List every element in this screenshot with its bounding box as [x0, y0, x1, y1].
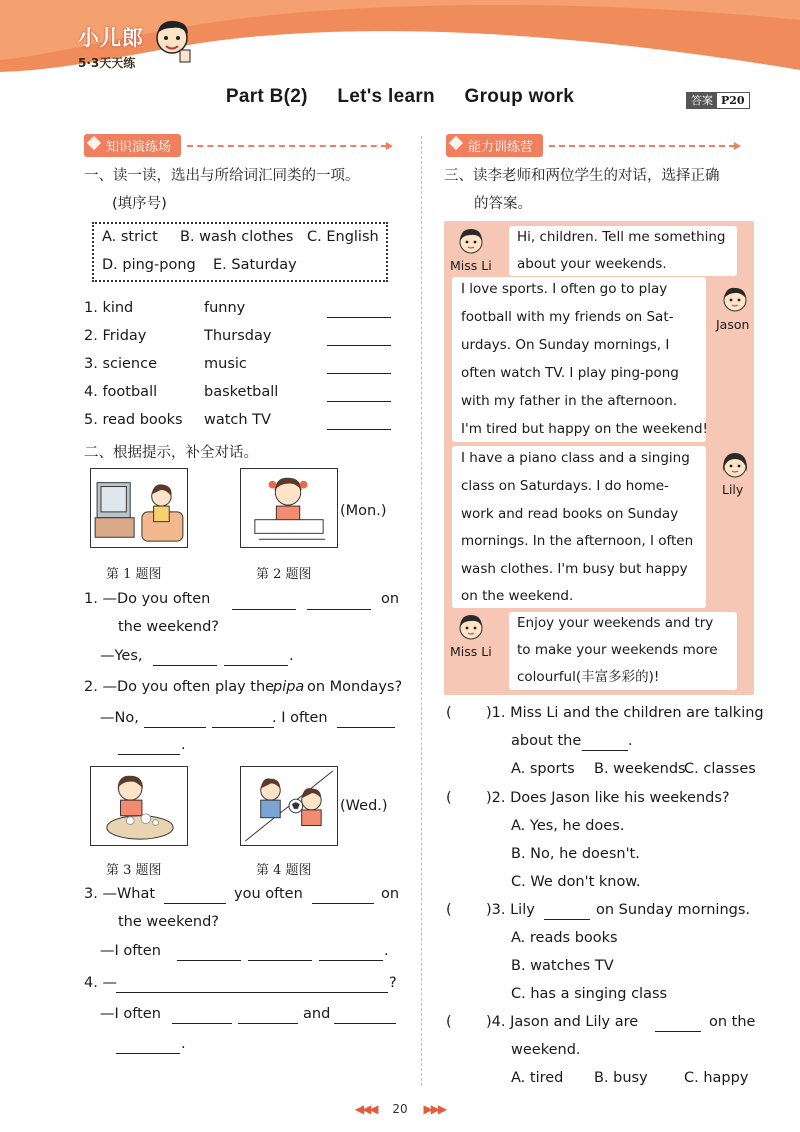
caption-2: 第 2 题图 [256, 567, 312, 582]
d1-question-c: the weekend? [118, 619, 219, 635]
bubble2-line5: with my father in the afternoon. [461, 393, 678, 409]
bubble2-line4: often watch TV. I play ping-pong [461, 365, 679, 381]
d1-answer-blank-2[interactable] [224, 652, 288, 666]
d4-answer-blank-3[interactable] [334, 1010, 396, 1024]
bubble1-line1: Hi, children. Tell me something [517, 229, 726, 245]
q1-option-a[interactable]: A. sports [511, 761, 575, 777]
bubble3-line3: work and read books on Sunday [461, 506, 679, 522]
q3-title-2: 的答案。 [474, 196, 532, 212]
d4-answer-blank-1[interactable] [172, 1010, 232, 1024]
d2-blank-2[interactable] [212, 714, 274, 728]
q3-text-b: on Sunday mornings. [596, 902, 751, 918]
bubble4-line3: colourful(丰富多彩的)! [517, 669, 660, 685]
page-footer [0, 1102, 800, 1116]
option-c: C. English [307, 229, 379, 245]
section-tag-right [446, 134, 735, 157]
d3-answer-end: . [384, 943, 389, 959]
d3-answer-blank-2[interactable] [248, 947, 312, 961]
bubble3-line5: wash clothes. I'm busy but happy [461, 561, 688, 577]
picture-wash-clothes [90, 766, 188, 846]
d4-answer-and: and [303, 1006, 331, 1022]
pic4-day: (Wed.) [340, 798, 388, 814]
d4-answer-blank-2[interactable] [238, 1010, 298, 1024]
d2-answer-a: —No, [100, 710, 139, 726]
d1-blank-1[interactable] [232, 596, 296, 610]
pair2-blank[interactable] [327, 332, 391, 346]
d2-question-b: on Mondays? [307, 679, 403, 695]
q1-paren[interactable]: ( [446, 705, 452, 721]
d4-answer-a: —I often [100, 1006, 161, 1022]
d4-answer-blank-4[interactable] [116, 1040, 180, 1054]
section-tag-right-label: 能力训练营 [446, 134, 543, 157]
q3-blank[interactable] [544, 906, 590, 920]
d1-question-a: 1. —Do you often [84, 591, 211, 607]
d1-answer-end: . [289, 648, 294, 664]
bubble2-line3: urdays. On Sunday mornings, I [461, 337, 670, 353]
q3-option-b[interactable]: B. watches TV [511, 958, 614, 974]
pair1-b: funny [204, 300, 246, 316]
d4-answer-end: . [181, 1036, 186, 1052]
title-learn: Let's learn [337, 86, 435, 107]
q4-paren[interactable]: ( [446, 1014, 452, 1030]
q4-text-c: weekend. [511, 1042, 581, 1058]
d3-question-d: the weekend? [118, 914, 219, 930]
q2-option-a[interactable]: A. Yes, he does. [511, 818, 625, 834]
pair1-blank[interactable] [327, 304, 391, 318]
q2-option-b[interactable]: B. No, he doesn't. [511, 846, 640, 862]
bubble4-line2: to make your weekends more [517, 642, 718, 658]
pair5-b: watch TV [204, 412, 271, 428]
q4-option-b[interactable]: B. busy [594, 1070, 648, 1086]
brand-sub: 5·3天天练 [78, 56, 136, 70]
q2-text: )2. Does Jason like his weekends? [486, 790, 730, 806]
d1-answer: —Yes, [100, 648, 143, 664]
jason-avatar-icon [720, 284, 750, 314]
d3-question-c: on [381, 886, 400, 902]
picture-homework [240, 468, 338, 548]
d2-blank-3[interactable] [337, 714, 395, 728]
bubble1-line2: about your weekends. [517, 256, 667, 272]
q1-option-c[interactable]: C. classes [684, 761, 756, 777]
q1-blank[interactable] [582, 737, 628, 751]
section-dash-left [187, 145, 387, 147]
d1-blank-2[interactable] [307, 596, 371, 610]
d4-question-end: ? [389, 975, 397, 991]
brand-logo [78, 22, 144, 71]
q1-text-b: about the [511, 733, 582, 749]
d2-answer-b: . I often [272, 710, 328, 726]
d3-answer: —I often [100, 943, 161, 959]
pair3-blank[interactable] [327, 360, 391, 374]
q3-title-1: 三、读李老师和两位学生的对话，选择正确 [444, 168, 720, 184]
answer-tag [686, 92, 750, 109]
section-tag-left [84, 134, 387, 157]
pair4-b: basketball [204, 384, 279, 400]
bubble3-line2: class on Saturdays. I do home- [461, 478, 669, 494]
bubble2-line6: I'm tired but happy on the weekend! [461, 421, 708, 437]
d2-answer-end: . [181, 737, 186, 753]
pair3-b: music [204, 356, 247, 372]
d3-question-b: you often [234, 886, 303, 902]
q3-option-a[interactable]: A. reads books [511, 930, 618, 946]
d1-answer-blank-1[interactable] [153, 652, 217, 666]
q4-text-b: on the [709, 1014, 756, 1030]
q4-text-a: )4. Jason and Lily are [486, 1014, 639, 1030]
d3-answer-blank-3[interactable] [319, 947, 383, 961]
missli-avatar-icon [456, 226, 486, 256]
bubble3-line6: on the weekend. [461, 588, 574, 604]
d2-question-a: 2. —Do you often play the [84, 679, 275, 695]
brand-name: 小儿郎 [78, 26, 144, 50]
option-e: E. Saturday [213, 257, 297, 273]
d4-question: 4. — [84, 975, 117, 991]
q3-paren[interactable]: ( [446, 902, 452, 918]
q1-text-end: . [628, 733, 633, 749]
q1-option-b[interactable]: B. weekends [594, 761, 686, 777]
bubble3-line1: I have a piano class and a singing [461, 450, 690, 466]
arrows-left-icon: ◀◀◀ [354, 1102, 377, 1116]
title-group: Group work [464, 86, 575, 107]
pair5-a: 5. read books [84, 412, 183, 428]
q4-blank[interactable] [655, 1018, 701, 1032]
d4-question-blank[interactable] [116, 979, 388, 993]
speaker-missli-1: Miss Li [450, 258, 492, 273]
bubble4-line1: Enjoy your weekends and try [517, 615, 714, 631]
q1-title: 一、读一读，选出与所给词汇同类的一项。 [84, 168, 360, 184]
caption-4: 第 4 题图 [256, 863, 312, 878]
page-number: 20 [392, 1102, 408, 1116]
pair4-blank[interactable] [327, 388, 391, 402]
picture-watch-tv [90, 468, 188, 548]
missli-avatar-icon-2 [456, 612, 486, 642]
d2-blank-1[interactable] [144, 714, 206, 728]
d3-question-a: 3. —What [84, 886, 156, 902]
lily-avatar-icon [720, 450, 750, 480]
pair2-a: 2. Friday [84, 328, 147, 344]
d2-blank-4[interactable] [118, 741, 180, 755]
column-divider [421, 136, 422, 1086]
mascot-icon [152, 16, 194, 66]
q2-option-c[interactable]: C. We don't know. [511, 874, 641, 890]
q2-title: 二、根据提示，补全对话。 [84, 445, 258, 461]
pair1-a: 1. kind [84, 300, 134, 316]
bubble2-line1: I love sports. I often go to play [461, 281, 668, 297]
q1-note: (填序号) [112, 196, 167, 212]
q4-option-a[interactable]: A. tired [511, 1070, 564, 1086]
section-tag-left-label: 知识演练场 [84, 134, 181, 157]
answer-label: 答案 [687, 93, 717, 108]
caption-1: 第 1 题图 [106, 567, 162, 582]
pair3-a: 3. science [84, 356, 158, 372]
d3-blank-2[interactable] [312, 890, 374, 904]
option-d: D. ping-pong [102, 257, 196, 273]
arrows-right-icon: ▶▶▶ [423, 1102, 446, 1116]
section-dash-right [549, 145, 735, 147]
q3-text-a: )3. Lily [486, 902, 535, 918]
speaker-lily: Lily [722, 482, 744, 497]
q1-text-a: )1. Miss Li and the children are talking [486, 705, 764, 721]
pair5-blank[interactable] [327, 416, 391, 430]
d1-question-b: on [381, 591, 400, 607]
pic2-day: (Mon.) [340, 503, 387, 519]
d3-blank-1[interactable] [164, 890, 226, 904]
q4-option-c[interactable]: C. happy [684, 1070, 749, 1086]
caption-3: 第 3 题图 [106, 863, 162, 878]
answer-page: P20 [721, 93, 745, 107]
speaker-jason: Jason [716, 317, 750, 332]
d3-answer-blank-1[interactable] [177, 947, 241, 961]
q2-paren[interactable]: ( [446, 790, 452, 806]
bubble3-line4: mornings. In the afternoon, I often [461, 533, 694, 549]
pair4-a: 4. football [84, 384, 158, 400]
pair2-b: Thursday [204, 328, 272, 344]
page-title [0, 86, 800, 108]
option-a: A. strict [102, 229, 158, 245]
picture-football [240, 766, 338, 846]
bubble2-line2: football with my friends on Sat- [461, 309, 674, 325]
title-part: Part B(2) [225, 86, 308, 107]
speaker-missli-2: Miss Li [450, 644, 492, 659]
q3-option-c[interactable]: C. has a singing class [511, 986, 668, 1002]
d2-question-pipa: pipa [273, 679, 305, 695]
option-b: B. wash clothes [180, 229, 294, 245]
